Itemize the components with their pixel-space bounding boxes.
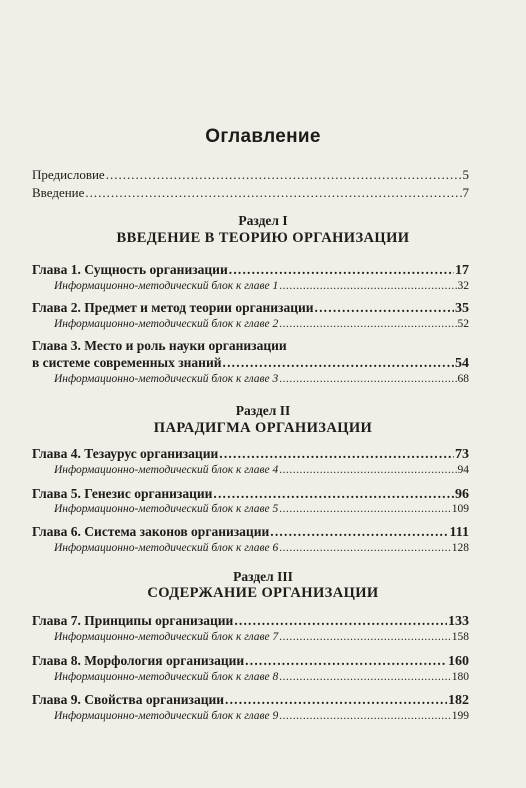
entry-page: 160 <box>448 654 469 669</box>
entry-page: 5 <box>462 167 469 182</box>
entry-label: Информационно-методический блок к главе 2 <box>54 318 279 330</box>
entry-page: 94 <box>457 464 469 476</box>
entry-label: Глава 9. Свойства организации <box>32 692 225 707</box>
entry-page: 180 <box>451 671 469 683</box>
entry-label: Глава 2. Предмет и метод теории организации <box>32 300 314 315</box>
toc-entry-block-6[interactable] <box>54 542 469 554</box>
toc-entry-block-8[interactable] <box>54 671 469 683</box>
entry-label: Глава 1. Сущность организации <box>32 262 228 277</box>
entry-page: 133 <box>448 614 469 629</box>
dot-leader <box>229 262 454 278</box>
entry-page: 52 <box>457 318 469 330</box>
entry-label: Информационно-методический блок к главе 5 <box>54 503 279 515</box>
toc-entry-block-1[interactable] <box>54 280 469 292</box>
entry-label: Информационно-методический блок к главе 8 <box>54 671 279 683</box>
toc-entry-chapter-3[interactable] <box>32 355 469 372</box>
entry-page: 182 <box>448 693 469 708</box>
section-title: ПАРАДИГМА ОРГАНИЗАЦИИ <box>153 420 373 436</box>
dot-leader <box>279 318 456 330</box>
dot-leader <box>234 613 447 629</box>
section-title: ВВЕДЕНИЕ В ТЕОРИЮ ОРГАНИЗАЦИИ <box>116 230 410 246</box>
entry-page: 158 <box>451 631 469 643</box>
dot-leader <box>279 280 456 292</box>
dot-leader <box>225 692 447 708</box>
section-title: СОДЕРЖАНИЕ ОРГАНИЗАЦИИ <box>147 585 379 601</box>
dot-leader <box>106 167 462 183</box>
toc-entry-introduction[interactable] <box>32 185 469 201</box>
toc-entry-block-4[interactable] <box>54 464 469 476</box>
toc-entry-chapter-4[interactable] <box>32 446 469 463</box>
entry-label: Глава 8. Морфология организации <box>32 653 245 668</box>
dot-leader <box>279 373 456 385</box>
dot-leader <box>223 355 454 371</box>
entry-page: 73 <box>455 447 469 462</box>
entry-page: 128 <box>451 542 469 554</box>
dot-leader <box>279 503 451 515</box>
dot-leader <box>315 300 454 316</box>
section-label: Раздел I <box>238 213 288 228</box>
entry-label: Глава 5. Генезис организации <box>32 486 213 501</box>
dot-leader <box>279 671 451 683</box>
entry-page: 54 <box>455 356 469 371</box>
section-label: Раздел III <box>233 569 293 584</box>
toc-entry-chapter-1[interactable] <box>32 262 469 279</box>
toc-entry-chapter-7[interactable] <box>32 613 469 630</box>
entry-label: Предисловие <box>32 167 105 182</box>
entry-page: 109 <box>451 503 469 515</box>
dot-leader <box>279 710 451 722</box>
dot-leader <box>245 653 447 669</box>
entry-label: Глава 4. Тезаурус организации <box>32 446 219 461</box>
toc-entry-block-7[interactable] <box>54 631 469 643</box>
entry-label: Глава 7. Принципы организации <box>32 613 234 628</box>
entry-label: Информационно-методический блок к главе 7 <box>54 631 279 643</box>
entry-label: Информационно-методический блок к главе 6 <box>54 542 279 554</box>
dot-leader <box>213 486 454 502</box>
entry-label: Информационно-методический блок к главе 9 <box>54 710 279 722</box>
toc-entry-chapter-6[interactable] <box>32 524 469 541</box>
entry-label: Введение <box>32 185 85 200</box>
entry-page: 111 <box>449 525 469 540</box>
entry-page: 199 <box>451 710 469 722</box>
entry-page: 17 <box>455 263 469 278</box>
entry-page: 68 <box>457 373 469 385</box>
toc-entry-block-2[interactable] <box>54 318 469 330</box>
entry-page: 35 <box>455 301 469 316</box>
dot-leader <box>270 524 448 540</box>
dot-leader <box>279 631 451 643</box>
entry-label: в системе современных знаний <box>32 355 222 370</box>
toc-entry-block-3[interactable] <box>54 373 469 385</box>
chapter-3-title-line1[interactable]: Глава 3. Место и роль науки организации <box>32 338 287 353</box>
dot-leader <box>219 446 454 462</box>
page-title: Оглавление <box>205 126 321 147</box>
dot-leader <box>279 542 451 554</box>
entry-label: Информационно-методический блок к главе 3 <box>54 373 279 385</box>
toc-entry-preface[interactable] <box>32 167 469 183</box>
dot-leader <box>279 464 456 476</box>
entry-page: 32 <box>457 280 469 292</box>
toc-entry-chapter-5[interactable] <box>32 486 469 503</box>
dot-leader <box>85 185 461 201</box>
entry-page: 7 <box>462 185 469 200</box>
toc-entry-chapter-2[interactable] <box>32 300 469 317</box>
entry-label: Глава 6. Система законов организации <box>32 524 270 539</box>
entry-label: Информационно-методический блок к главе 4 <box>54 464 279 476</box>
toc-entry-chapter-8[interactable] <box>32 653 469 670</box>
toc-entry-chapter-9[interactable] <box>32 692 469 709</box>
toc-entry-block-9[interactable] <box>54 710 469 722</box>
section-label: Раздел II <box>235 403 291 418</box>
entry-page: 96 <box>455 487 469 502</box>
entry-label: Информационно-методический блок к главе 1 <box>54 280 279 292</box>
toc-entry-block-5[interactable] <box>54 503 469 515</box>
